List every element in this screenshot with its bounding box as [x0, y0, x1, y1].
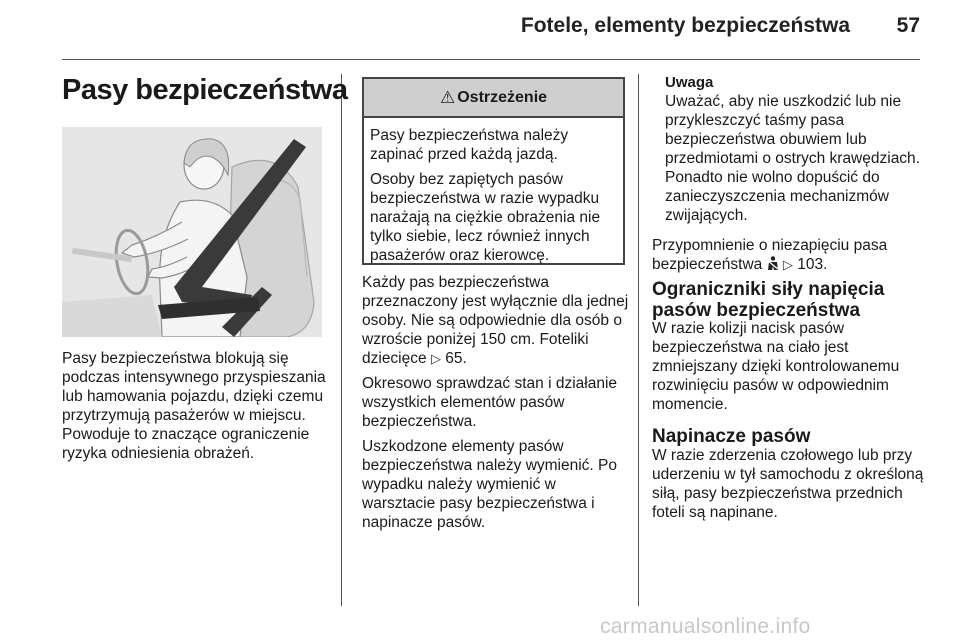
- column-divider-1: [341, 74, 342, 606]
- note-text: Uważać, aby nie uszkodzić lub nie przykleszczyć taśmy pasa bezpieczeństwa obuwiem lub przedmiotami o ostrych krawędziach. Ponadto nie wolno dopuścić do zanieczyszczenia mechanizmów zwijających.: [665, 93, 920, 224]
- usage-text: Każdy pas bezpieczeństwa przeznaczony jest wyłącznie dla jednej osoby. Nie są odpowiednie dla osób o wzroście poniżej 150 cm. Foteliki dziecięce: [362, 274, 629, 367]
- limiters-heading: Ograniczniki siły napięcia pasów bezpieczeństwa: [652, 279, 885, 321]
- reference-arrow-icon: ▷: [430, 351, 441, 366]
- warning-title: Ostrzeżenie: [457, 88, 548, 106]
- pretensioners-heading: Napinacze pasów: [652, 426, 811, 447]
- damage-paragraph: Uszkodzone elementy pasów bezpieczeństwa należy wymienić. Po wypadku należy wymienić w warsztacie pasy bezpieczeństwa i napinacze pasów.: [362, 438, 618, 531]
- watermark: carmanualsonline.info: [600, 615, 811, 638]
- page-reference-link[interactable]: 103.: [797, 256, 828, 273]
- column-2-text: [362, 273, 632, 538]
- seatbelt-warning-icon: [767, 256, 783, 273]
- warning-header: [364, 79, 623, 118]
- warning-paragraph-2: Osoby bez zapiętych pasów bezpieczeństwa w razie wypadku narażają na ciężkie obrażenia nie tylko siebie, lecz również innych pasażerów oraz kierowcę.: [370, 171, 601, 264]
- intro-paragraph: Pasy bezpieczeństwa blokują się podczas intensywnego przyspieszania lub hamowania pojazdu, dzięki czemu przytrzymują pasażerów w miejscu. Powoduje to znaczące ograniczenie ryzyka odniesienia obrażeń.: [62, 350, 326, 462]
- note-block: [665, 73, 923, 225]
- section-title: Pasy bezpieczeństwa: [62, 74, 348, 106]
- pretensioners-paragraph: W razie zderzenia czołowego lub przy uderzeniu w tył samochodu z określoną siłą, pasy bezpieczeństwa przednich foteli są napinane.: [652, 447, 924, 521]
- column-divider-2: [638, 74, 639, 606]
- warning-triangle-icon: ⚠: [439, 87, 456, 107]
- reminder-paragraph: [652, 236, 924, 274]
- usage-paragraph: [362, 273, 632, 368]
- reminder-text: Przypomnienie o niezapięciu pasa bezpieczeństwa: [652, 237, 888, 273]
- reference-arrow-icon: ▷: [782, 257, 793, 272]
- page-header-title: Fotele, elementy bezpieczeństwa: [520, 14, 850, 37]
- check-paragraph: Okresowo sprawdzać stan i działanie wszystkich elementów pasów bezpieczeństwa.: [362, 375, 618, 430]
- page-reference-link[interactable]: 65.: [445, 350, 467, 367]
- seatbelt-illustration: [62, 127, 322, 337]
- limiters-paragraph: W razie kolizji nacisk pasów bezpieczeństwa na ciało jest zmniejszany dzięki kontrolowanemu rozwinięciu pasów w odpowiednim momencie.: [652, 320, 900, 413]
- warning-paragraph-1: Pasy bezpieczeństwa należy zapinać przed każdą jazdą.: [370, 127, 569, 163]
- warning-body: [364, 118, 623, 265]
- warning-box: [362, 77, 625, 265]
- page-number: 57: [896, 14, 920, 37]
- note-title: Uwaga: [665, 74, 714, 91]
- header-rule: [62, 59, 920, 60]
- column-1-paragraph: [62, 349, 328, 463]
